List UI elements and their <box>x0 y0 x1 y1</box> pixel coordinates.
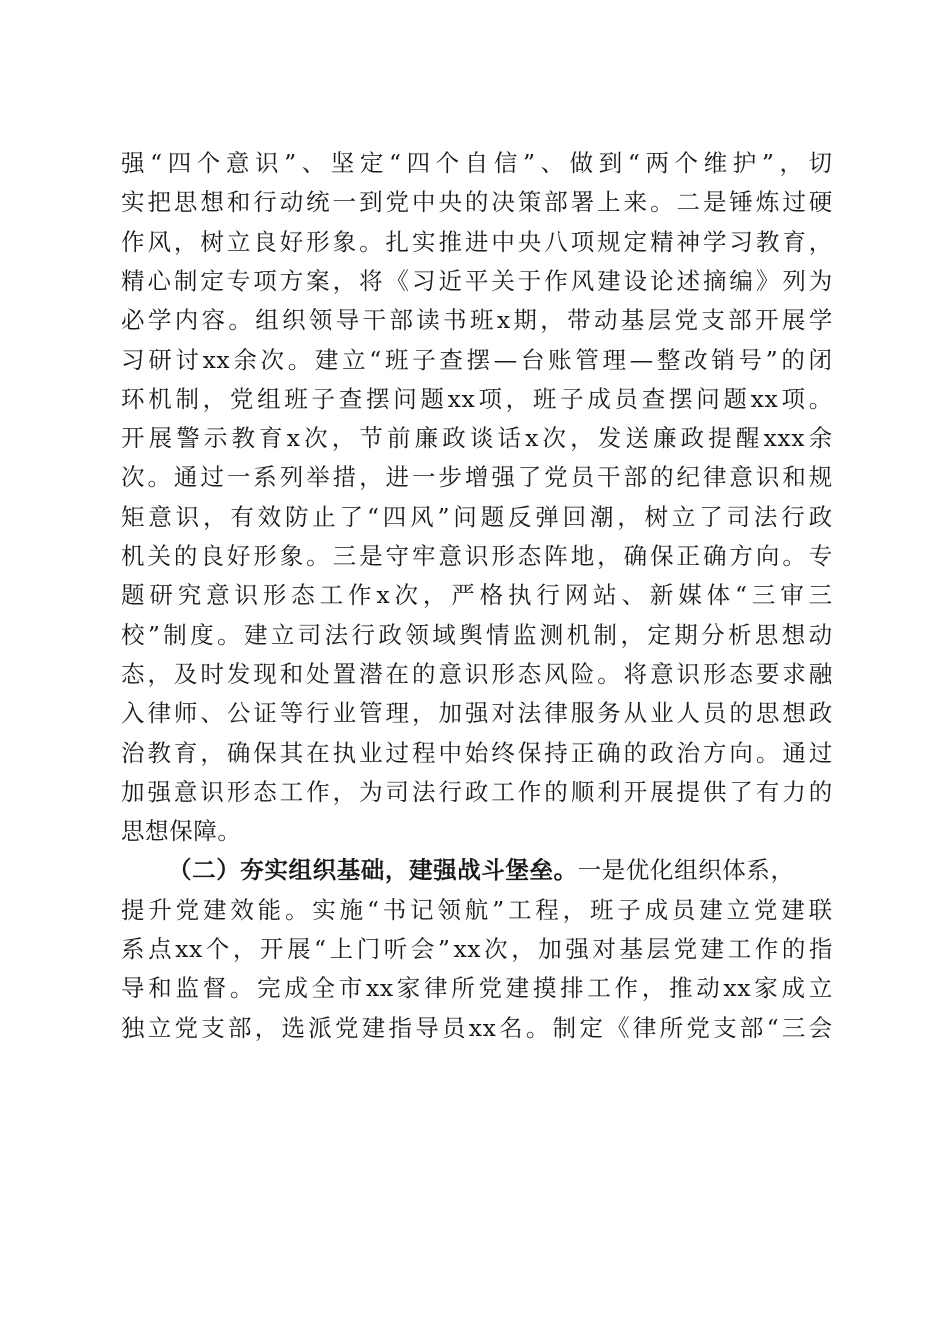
text-line: 开 展 警 示 教 育 x 次 ， 节 前 廉 政 谈 话 x 次 ， 发 送 廉 政 提 醒 xxx 余 <box>121 424 833 453</box>
text-line: 精 心 制 定 专 项 方 案 ， 将 《 习 近 平 关 于 作 风 建 设 论 述 摘 编 》 列 为 <box>121 266 833 295</box>
text-line: 机 关 的 良 好 形 象 。 三 是 守 牢 意 识 形 态 阵 地 ， 确 保 正 确 方 向 。 专 <box>121 542 833 570</box>
text-line: 入 律 师 、 公 证 等 行 业 管 理 ， 加 强 对 法 律 服 务 从 业 人 员 的 思 想 政 <box>121 699 833 728</box>
section-first-line-text: 一是优化组织体系， <box>577 856 795 885</box>
text-line: 治 教 育 ， 确 保 其 在 执 业 过 程 中 始 终 保 持 正 确 的 政 治 方 向 。 通 过 <box>121 738 833 767</box>
text-line: 态 ， 及 时 发 现 和 处 置 潜 在 的 意 识 形 态 风 险 。 将 意 识 形 态 要 求 融 <box>121 659 833 688</box>
text-line: 题 研 究 意 识 形 态 工 作 x 次 ， 严 格 执 行 网 站 、 新 媒 体 “ 三 审 三 <box>121 581 833 610</box>
text-line: 校 ” 制 度 。 建 立 司 法 行 政 领 域 舆 情 监 测 机 制 ， 定 期 分 析 思 想 动 <box>121 620 833 649</box>
text-line: 必 学 内 容 。 组 织 领 导 干 部 读 书 班 x 期 ， 带 动 基 层 党 支 部 开 展 学 <box>121 306 833 335</box>
text-line: 导 和 监 督 。 完 成 全 市 xx 家 律 所 党 建 摸 排 工 作 ， 推 动 xx 家 成 立 <box>121 974 833 1003</box>
text-line: 加 强 意 识 形 态 工 作 ， 为 司 法 行 政 工 作 的 顺 利 开 展 提 供 了 有 力 的 <box>121 777 833 806</box>
text-line: 作 风 ， 树 立 良 好 形 象 。 扎 实 推 进 中 央 八 项 规 定 精 神 学 习 教 育 ， <box>121 227 833 256</box>
text-line: 习 研 讨 xx 余 次 。 建 立 “ 班 子 查 摆 — 台 账 管 理 — 整 改 销 号 ” 的 闭 <box>121 345 833 374</box>
text-line: 次 。 通 过 一 系 列 举 措 ， 进 一 步 增 强 了 党 员 干 部 的 纪 律 意 识 和 规 <box>121 463 833 492</box>
text-line: 提 升 党 建 效 能 。 实 施 “ 书 记 领 航 ” 工 程 ， 班 子 成 员 建 立 党 建 联 <box>121 895 833 924</box>
text-line: 系 点 xx 个 ， 开 展 “ 上 门 听 会 ” xx 次 ， 加 强 对 基 层 党 建 工 作 的 指 <box>121 935 833 963</box>
text-line: 强 “ 四 个 意 识 ” 、 坚 定 “ 四 个 自 信 ” 、 做 到 “ 两 个 维 护 ” ， 切 <box>121 149 833 177</box>
text-line: 实 把 思 想 和 行 动 统 一 到 党 中 央 的 决 策 部 署 上 来 。 二 是 锤 炼 过 硬 <box>121 188 833 217</box>
text-line: 思想保障。 <box>121 817 242 846</box>
text-line: 环 机 制 ， 党 组 班 子 查 摆 问 题 xx 项 ， 班 子 成 员 查 摆 问 题 xx 项 。 <box>121 384 833 413</box>
section-first-line <box>168 850 795 890</box>
text-line: 独 立 党 支 部 ， 选 派 党 建 指 导 员 xx 名 。 制 定 《 律 所 党 支 部 “ 三 会 <box>121 1013 833 1042</box>
text-line: 矩 意 识 ， 有 效 防 止 了 “ 四 风 ” 问 题 反 弹 回 潮 ， 树 立 了 司 法 行 政 <box>121 502 833 531</box>
section-heading: （二）夯实组织基础，建强战斗堡垒。 <box>168 856 578 885</box>
